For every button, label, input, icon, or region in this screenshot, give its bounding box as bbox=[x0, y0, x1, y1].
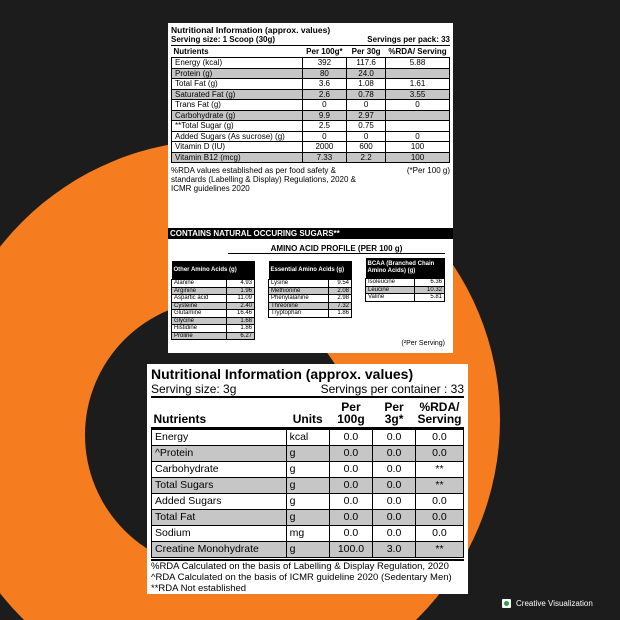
table-row bbox=[152, 494, 464, 510]
label2-col-per3: Per 3g* bbox=[373, 400, 416, 429]
amino-name: Valine bbox=[366, 294, 415, 302]
unit-value: g bbox=[286, 462, 329, 478]
amino-row bbox=[269, 287, 352, 295]
label2-footnote: ^RDA Calculated on the basis of ICMR guideline 2020 (Sedentary Men) bbox=[151, 572, 452, 583]
amino-row bbox=[172, 287, 255, 295]
rda-value: ** bbox=[415, 462, 463, 478]
per-100g-value: 0 bbox=[302, 131, 346, 142]
label1-col-per30: Per 30g bbox=[351, 47, 381, 56]
per-3g-value: 0.0 bbox=[373, 478, 416, 494]
amino-name: Aspartic acid bbox=[172, 295, 227, 303]
per-3g-value: 3.0 bbox=[373, 542, 416, 558]
per-100g-value: 80 bbox=[302, 68, 346, 79]
label1-col-nutrients: Nutrients bbox=[173, 47, 209, 56]
other-amino-heading: Other Amino Acids (g) bbox=[172, 261, 255, 280]
unit-value: g bbox=[286, 510, 329, 526]
amino-name: Alanine bbox=[172, 280, 227, 288]
amino-row bbox=[172, 325, 255, 333]
table-row bbox=[172, 110, 450, 121]
per-30g-value: 600 bbox=[347, 142, 386, 153]
rda-value: 0.0 bbox=[415, 510, 463, 526]
image-icon bbox=[502, 599, 511, 608]
label1-serving-size: Serving size: 1 Scoop (30g) bbox=[171, 35, 276, 44]
table-row bbox=[152, 526, 464, 542]
per-100g-value: 2.5 bbox=[302, 121, 346, 132]
table-row bbox=[152, 478, 464, 494]
nutrient-name: Added Sugars (As sucrose) (g) bbox=[172, 131, 303, 142]
amino-value: 1.86 bbox=[328, 310, 351, 318]
table-row bbox=[172, 79, 450, 90]
per-100g-value: 7.33 bbox=[302, 152, 346, 163]
label2-title: Nutritional Information (approx. values) bbox=[151, 366, 414, 382]
nutrient-name: Carbohydrate bbox=[152, 462, 287, 478]
per-30g-value: 1.08 bbox=[347, 79, 386, 90]
essential-amino-table bbox=[268, 261, 352, 318]
amino-name: Lysine bbox=[269, 280, 329, 288]
label2-table bbox=[151, 400, 464, 558]
table-row bbox=[152, 510, 464, 526]
per-3g-value: 0.0 bbox=[373, 526, 416, 542]
table-row bbox=[172, 131, 450, 142]
natural-sugars-banner: CONTAINS NATURAL OCCURING SUGARS** bbox=[168, 228, 453, 239]
rda-value: 0.0 bbox=[415, 429, 463, 446]
label1-header-row bbox=[172, 46, 450, 58]
per-3g-value: 0.0 bbox=[373, 510, 416, 526]
unit-value: mg bbox=[286, 526, 329, 542]
nutrition-label-1 bbox=[168, 23, 453, 228]
amino-row bbox=[172, 280, 255, 288]
table-row bbox=[152, 542, 464, 558]
per-100g-value: 0 bbox=[302, 100, 346, 111]
amino-value: 10.32 bbox=[414, 286, 444, 294]
amino-value: 6.27 bbox=[227, 332, 255, 340]
table-row bbox=[172, 152, 450, 163]
table-row bbox=[152, 429, 464, 446]
amino-row bbox=[366, 286, 445, 294]
table-row bbox=[172, 68, 450, 79]
amino-value: 1.68 bbox=[227, 317, 255, 325]
per-100g-value: 2000 bbox=[302, 142, 346, 153]
amino-row bbox=[269, 302, 352, 310]
label2-col-nutrients: Nutrients bbox=[152, 400, 287, 429]
table-row bbox=[172, 121, 450, 132]
nutrition-label-2 bbox=[147, 364, 468, 594]
unit-value: g bbox=[286, 542, 329, 558]
rda-value: 0 bbox=[386, 131, 450, 142]
per-30g-value: 0.78 bbox=[347, 89, 386, 100]
amino-value: 6.36 bbox=[414, 279, 444, 287]
amino-value: 11.09 bbox=[227, 295, 255, 303]
label1-serving-row bbox=[171, 35, 450, 46]
credit-text: Creative Visualization bbox=[516, 599, 593, 608]
per-100g-value: 2.6 bbox=[302, 89, 346, 100]
amino-row bbox=[269, 280, 352, 288]
amino-name: Isoleucine bbox=[366, 279, 415, 287]
rda-value: 3.55 bbox=[386, 89, 450, 100]
label2-footnote: **RDA Not established bbox=[151, 583, 247, 594]
per-3g-value: 0.0 bbox=[373, 429, 416, 446]
per-100g-value: 392 bbox=[302, 58, 346, 69]
rda-value bbox=[386, 110, 450, 121]
label1-table bbox=[171, 46, 450, 163]
rda-value: 5.88 bbox=[386, 58, 450, 69]
amino-value: 1.86 bbox=[227, 325, 255, 333]
rda-value bbox=[386, 68, 450, 79]
amino-value: 2.98 bbox=[328, 295, 351, 303]
per-100g-value: 0.0 bbox=[329, 526, 372, 542]
per-100g-value: 0.0 bbox=[329, 429, 372, 446]
rda-value: 100 bbox=[386, 152, 450, 163]
label1-col-rda: %RDA/ Serving bbox=[388, 47, 447, 56]
rda-value: 100 bbox=[386, 142, 450, 153]
label1-servings-per-pack: Servings per pack: 33 bbox=[367, 35, 450, 44]
amino-value: 5.81 bbox=[414, 294, 444, 302]
rda-value: 1.61 bbox=[386, 79, 450, 90]
amino-name: Proline bbox=[172, 332, 227, 340]
label2-col-per100: Per 100g bbox=[329, 400, 372, 429]
table-row bbox=[152, 462, 464, 478]
amino-value: 7.32 bbox=[328, 302, 351, 310]
amino-row bbox=[172, 317, 255, 325]
label2-serving-row bbox=[151, 382, 464, 398]
nutrient-name: Total Sugars bbox=[152, 478, 287, 494]
amino-row bbox=[366, 294, 445, 302]
amino-row bbox=[269, 310, 352, 318]
unit-value: g bbox=[286, 478, 329, 494]
per-100g-value: 0.0 bbox=[329, 446, 372, 462]
amino-name: Histidine bbox=[172, 325, 227, 333]
label1-col-per100: Per 100g* bbox=[306, 47, 343, 56]
amino-name: Tryptophan bbox=[269, 310, 329, 318]
per-100g-value: 0.0 bbox=[329, 510, 372, 526]
nutrient-name: Carbohydrate (g) bbox=[172, 110, 303, 121]
unit-value: g bbox=[286, 494, 329, 510]
nutrient-name: Energy bbox=[152, 429, 287, 446]
label2-footnotes bbox=[151, 559, 464, 594]
label2-col-units: Units bbox=[286, 400, 329, 429]
per-30g-value: 0.75 bbox=[347, 121, 386, 132]
per-30g-value: 24.0 bbox=[347, 68, 386, 79]
rda-value: 0 bbox=[386, 100, 450, 111]
amino-row bbox=[172, 295, 255, 303]
per-3g-value: 0.0 bbox=[373, 446, 416, 462]
nutrient-name: Protein (g) bbox=[172, 68, 303, 79]
per-3g-value: 0.0 bbox=[373, 494, 416, 510]
amino-name: Glycine bbox=[172, 317, 227, 325]
credit-line bbox=[502, 599, 593, 608]
amino-row bbox=[172, 332, 255, 340]
nutrient-name: Saturated Fat (g) bbox=[172, 89, 303, 100]
amino-row bbox=[172, 302, 255, 310]
label1-footnote: %RDA values established as per food safety & standards (Labelling & Display) Regulations, 2020 & ICMR guidelines 2020 bbox=[171, 166, 356, 193]
amino-row bbox=[269, 295, 352, 303]
per-serving-note: (²Per Serving) bbox=[401, 340, 445, 347]
other-amino-table bbox=[171, 261, 255, 340]
nutrient-name: Total Fat (g) bbox=[172, 79, 303, 90]
amino-name: Arginine bbox=[172, 287, 227, 295]
per-100g-value: 3.6 bbox=[302, 79, 346, 90]
amino-name: Methionine bbox=[269, 287, 329, 295]
per-100g-value: 0.0 bbox=[329, 462, 372, 478]
amino-row bbox=[172, 310, 255, 318]
unit-value: kcal bbox=[286, 429, 329, 446]
label2-col-rda: %RDA/ Serving bbox=[415, 400, 463, 429]
label2-header-row bbox=[152, 400, 464, 429]
table-row bbox=[152, 446, 464, 462]
amino-value: 2.40 bbox=[227, 302, 255, 310]
table-row bbox=[172, 58, 450, 69]
rda-value: 0.0 bbox=[415, 494, 463, 510]
amino-name: Cysteine bbox=[172, 302, 227, 310]
label1-footnote-right: (*Per 100 g) bbox=[406, 166, 450, 175]
table-row bbox=[172, 100, 450, 111]
rda-value: ** bbox=[415, 542, 463, 558]
label2-serving-size: Serving size: 3g bbox=[151, 382, 237, 396]
label1-title: Nutritional Information (approx. values) bbox=[171, 25, 331, 35]
nutrient-name: Total Fat bbox=[152, 510, 287, 526]
per-100g-value: 0.0 bbox=[329, 478, 372, 494]
nutrient-name: Added Sugars bbox=[152, 494, 287, 510]
table-row bbox=[172, 142, 450, 153]
per-30g-value: 117.6 bbox=[347, 58, 386, 69]
rda-value: 0.0 bbox=[415, 526, 463, 542]
per-30g-value: 0 bbox=[347, 100, 386, 111]
per-100g-value: 9.9 bbox=[302, 110, 346, 121]
per-30g-value: 0 bbox=[347, 131, 386, 142]
essential-amino-heading: Essential Amino Acids (g) bbox=[269, 261, 352, 280]
amino-value: 2.08 bbox=[328, 287, 351, 295]
unit-value: g bbox=[286, 446, 329, 462]
rda-value: 0.0 bbox=[415, 446, 463, 462]
nutrient-name: Vitamin B12 (mcg) bbox=[172, 152, 303, 163]
label1-footnotes bbox=[171, 166, 450, 193]
amino-title: AMINO ACID PROFILE (PER 100 g) bbox=[228, 244, 445, 254]
nutrient-name: ^Protein bbox=[152, 446, 287, 462]
nutrient-name: Sodium bbox=[152, 526, 287, 542]
label2-footnote: %RDA Calculated on the basis of Labelling & Display Regulation, 2020 bbox=[151, 561, 449, 572]
amino-value: 1.96 bbox=[227, 287, 255, 295]
per-30g-value: 2.97 bbox=[347, 110, 386, 121]
amino-row bbox=[366, 279, 445, 287]
per-100g-value: 0.0 bbox=[329, 494, 372, 510]
amino-acid-panel bbox=[168, 228, 453, 353]
amino-name: Threonine bbox=[269, 302, 329, 310]
nutrient-name: **Total Sugar (g) bbox=[172, 121, 303, 132]
rda-value: ** bbox=[415, 478, 463, 494]
bcaa-heading: BCAA (Branched Chain Amino Acids) (g) bbox=[366, 258, 445, 279]
per-100g-value: 100.0 bbox=[329, 542, 372, 558]
nutrient-name: Creatine Monohydrate bbox=[152, 542, 287, 558]
per-30g-value: 2.2 bbox=[347, 152, 386, 163]
amino-value: 16.46 bbox=[227, 310, 255, 318]
rda-value bbox=[386, 121, 450, 132]
amino-value: 4.93 bbox=[227, 280, 255, 288]
amino-name: Glutamine bbox=[172, 310, 227, 318]
per-3g-value: 0.0 bbox=[373, 462, 416, 478]
table-row bbox=[172, 89, 450, 100]
amino-name: Leucine bbox=[366, 286, 415, 294]
amino-name: Phenylalanine bbox=[269, 295, 329, 303]
bcaa-table bbox=[365, 258, 445, 302]
nutrient-name: Vitamin D (IU) bbox=[172, 142, 303, 153]
amino-value: 9.54 bbox=[328, 280, 351, 288]
label2-servings-per-container: Servings per container : 33 bbox=[320, 382, 464, 396]
nutrient-name: Energy (kcal) bbox=[172, 58, 303, 69]
nutrient-name: Trans Fat (g) bbox=[172, 100, 303, 111]
